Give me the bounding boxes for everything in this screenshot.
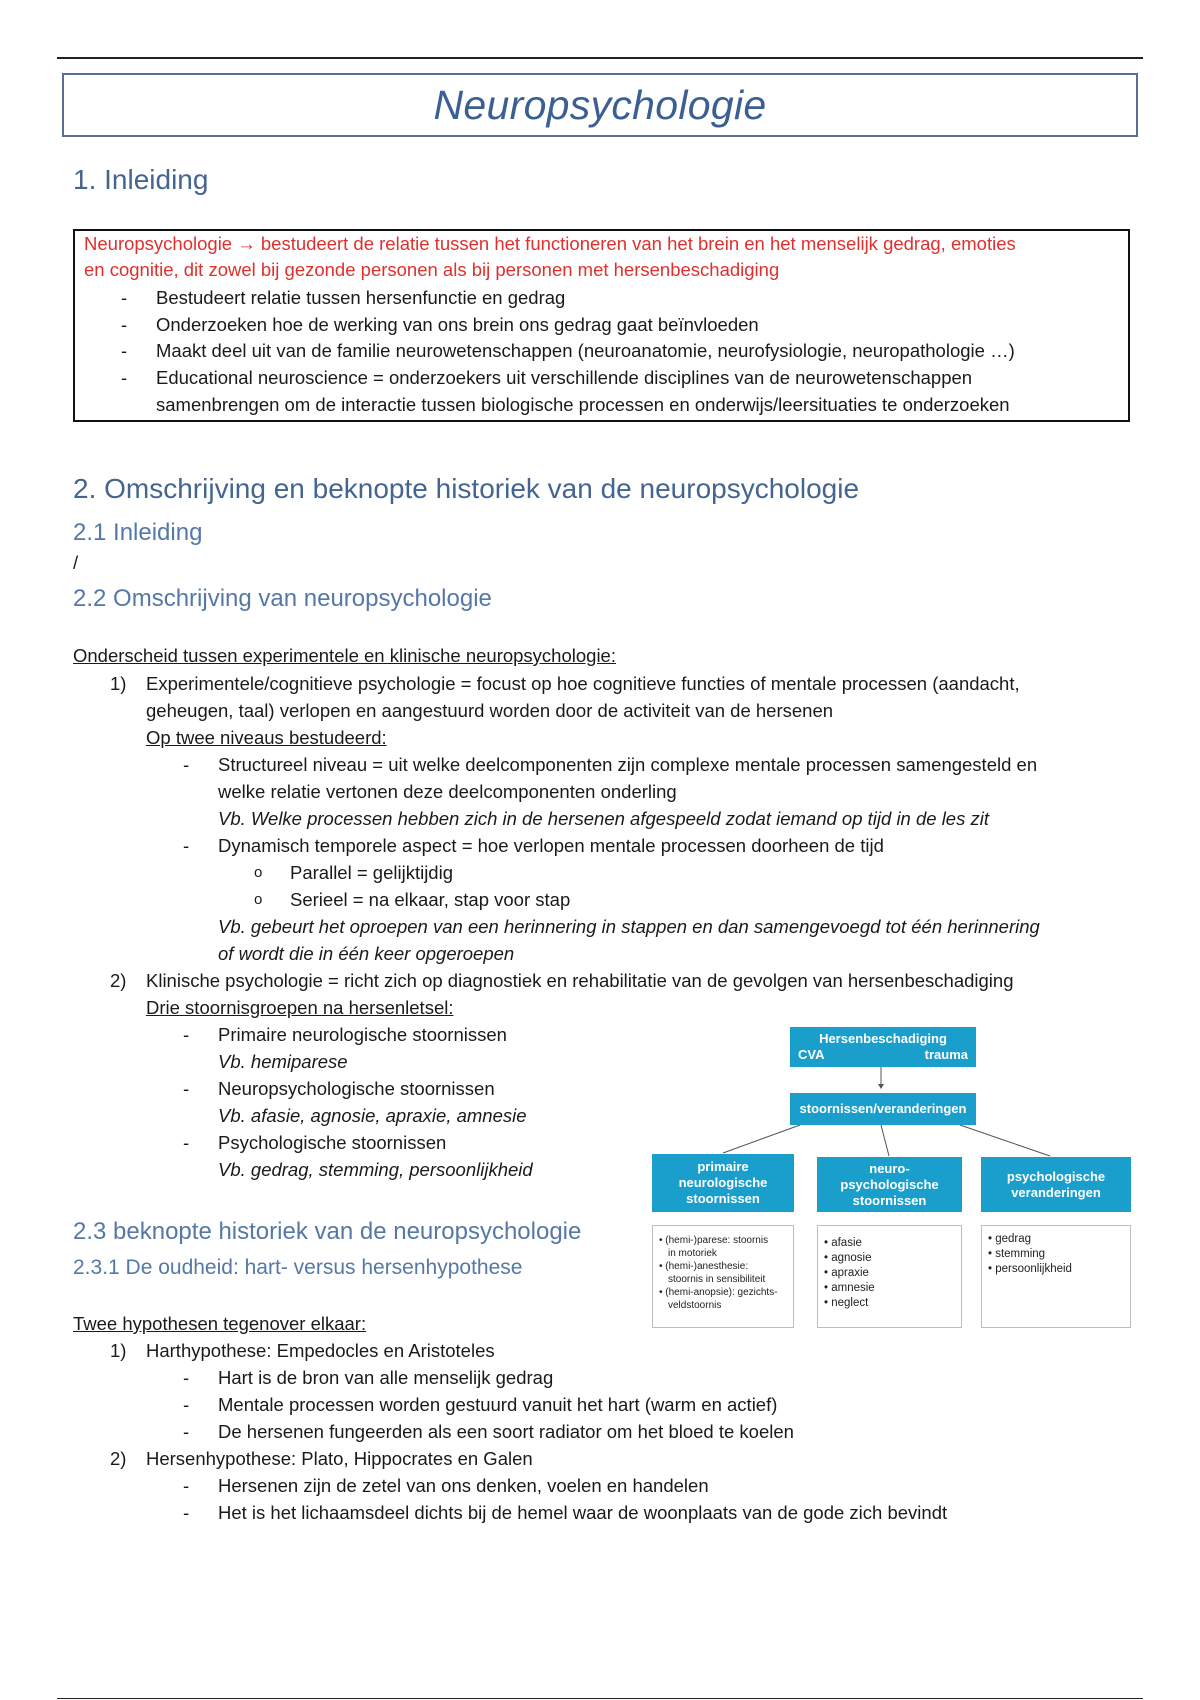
diagram-list-1-line: • (hemi-anopsie): gezichts- <box>659 1287 778 1298</box>
diagram-list-3-line: • stemming <box>988 1248 1046 1260</box>
diagram-list-1-line: veldstoornis <box>668 1300 722 1311</box>
group-2-example: Vb. afasie, agnosie, apraxie, amnesie <box>218 1105 527 1126</box>
parallel-item: Parallel = gelijktijdig <box>290 862 453 883</box>
group-1-name: Primaire neurologische stoornissen <box>218 1024 507 1045</box>
intro-bullet-2: Onderzoeken hoe de werking van ons brein ons gedrag gaat beïnvloeden <box>156 314 759 335</box>
item-number: 1) <box>110 673 127 694</box>
section-2-1-body: / <box>73 552 79 573</box>
dash-marker: - <box>121 367 128 388</box>
diagram-middle-box: stoornissen/veranderingen <box>790 1093 976 1125</box>
diagram-list-1-line: stoornis in sensibiliteit <box>668 1274 766 1285</box>
two-levels-label: Op twee niveaus bestudeerd: <box>146 727 387 748</box>
dash-marker: - <box>183 1132 190 1153</box>
heading-inleiding: 1. Inleiding <box>73 164 209 195</box>
diagram-category-3: psychologische veranderingen <box>981 1157 1131 1212</box>
circle-bullet: o <box>254 891 263 908</box>
dynamic-line: Dynamisch temporele aspect = hoe verlopen mentale processen doorheen de tijd <box>218 835 884 856</box>
intro-bullet-4: Educational neuroscience = onderzoekers uit verschillende disciplines van de neurowetenschappen <box>156 367 973 388</box>
dynamic-example-line-2: of wordt die in één keer opgeroepen <box>218 943 515 964</box>
heart-hypothesis-title: Harthypothese: Empedocles en Aristoteles <box>146 1340 495 1361</box>
group-3-example: Vb. gedrag, stemming, persoonlijkheid <box>218 1159 533 1180</box>
diagram-list-1 <box>652 1225 794 1328</box>
structural-line-2: welke relatie vertonen deze deelcomponenten onderling <box>218 781 677 802</box>
bottom-rule <box>57 1698 1143 1699</box>
dash-marker: - <box>183 1421 190 1442</box>
intro-bullet-3: Maakt deel uit van de familie neurowetenschappen (neuroanatomie, neurofysiologie, neuropathologie …) <box>156 340 1015 361</box>
heading-2-3: 2.3 beknopte historiek van de neuropsychologie <box>73 1218 582 1245</box>
heading-2-3-1: 2.3.1 De oudheid: hart- versus hersenhypothese <box>73 1256 523 1279</box>
brain-bullet-2: Het is het lichaamsdeel dichts bij de hemel waar de woonplaats van de gode zich bevindt <box>218 1502 948 1523</box>
dash-marker: - <box>121 314 128 335</box>
dash-marker: - <box>121 340 128 361</box>
diagram-category-2: neuro-psychologische stoornissen <box>817 1157 962 1212</box>
structural-line-1: Structureel niveau = uit welke deelcomponenten zijn complexe mentale processen samengesteld en <box>218 754 1038 775</box>
experimental-line-2: geheugen, taal) verlopen en aangestuurd worden door de activiteit van de hersenen <box>146 700 834 721</box>
dash-marker: - <box>183 1024 190 1045</box>
title-box <box>62 73 1138 137</box>
diagram-list-2-line: • afasie <box>824 1237 862 1249</box>
item-number: 2) <box>110 970 127 991</box>
heading-2-2: 2.2 Omschrijving van neuropsychologie <box>73 585 492 612</box>
diagram-list-3-line: • gedrag <box>988 1233 1032 1245</box>
diagram-list-2 <box>817 1225 962 1328</box>
diagram-top-right: trauma <box>924 1047 968 1062</box>
distinction-label: Onderscheid tussen experimentele en klinische neuropsychologie: <box>73 645 616 666</box>
diagram-list-2-line: • agnosie <box>824 1252 872 1264</box>
experimental-line-1: Experimentele/cognitieve psychologie = focust op hoe cognitieve functies of mentale processen (aandacht, <box>146 673 1020 694</box>
heading-omschrijving-historiek: 2. Omschrijving en beknopte historiek van de neuropsychologie <box>73 473 860 504</box>
dash-marker: - <box>183 1502 190 1523</box>
dynamic-example-line-1: Vb. gebeurt het oproepen van een herinnering in stappen en dan samengevoegd tot één herinnering <box>218 916 1040 937</box>
dash-marker: - <box>183 1394 190 1415</box>
heading-2-1: 2.1 Inleiding <box>73 519 203 546</box>
group-3-name: Psychologische stoornissen <box>218 1132 447 1153</box>
brain-bullet-1: Hersenen zijn de zetel van ons denken, voelen en handelen <box>218 1475 709 1496</box>
circle-bullet: o <box>254 864 263 881</box>
group-2-name: Neuropsychologische stoornissen <box>218 1078 495 1099</box>
dash-marker: - <box>183 835 190 856</box>
hypotheses-label: Twee hypothesen tegenover elkaar: <box>73 1313 367 1334</box>
page-title: Neuropsychologie <box>433 81 767 128</box>
diagram-list-1-line: • (hemi-)anesthesie: <box>659 1261 749 1272</box>
clinical-line: Klinische psychologie = richt zich op diagnostiek en rehabilitatie van de gevolgen van hersenbeschadiging <box>146 970 1014 991</box>
dash-marker: - <box>183 1475 190 1496</box>
diagram-list-2-line: • apraxie <box>824 1267 869 1279</box>
item-number: 1) <box>110 1340 127 1361</box>
intro-bullet-4-continued: samenbrengen om de interactie tussen biologische processen en onderwijs/leersituaties te onderzoeken <box>156 394 1010 415</box>
diagram-top-left: CVA <box>798 1047 825 1062</box>
definition-line-1: Neuropsychologie → bestudeert de relatie tussen het functioneren van het brein en het menselijk gedrag, emoties <box>84 233 1016 254</box>
dash-marker: - <box>183 1078 190 1099</box>
definition-line-2: en cognitie, dit zowel bij gezonde personen als bij personen met hersenbeschadiging <box>84 259 780 280</box>
intro-bullet-1: Bestudeert relatie tussen hersenfunctie en gedrag <box>156 287 566 308</box>
diagram-top-title: Hersenbeschadiging <box>819 1031 947 1046</box>
dash-marker: - <box>121 287 128 308</box>
heart-bullet-2: Mentale processen worden gestuurd vanuit het hart (warm en actief) <box>218 1394 778 1415</box>
diagram-list-1-line: in motoriek <box>668 1248 717 1259</box>
dash-marker: - <box>183 1367 190 1388</box>
diagram-top-box <box>790 1027 976 1067</box>
heart-bullet-1: Hart is de bron van alle menselijk gedrag <box>218 1367 554 1388</box>
group-1-example: Vb. hemiparese <box>218 1051 348 1072</box>
top-rule <box>57 57 1143 59</box>
heart-bullet-3: De hersenen fungeerden als een soort radiator om het bloed te koelen <box>218 1421 794 1442</box>
serial-item: Serieel = na elkaar, stap voor stap <box>290 889 571 910</box>
diagram-category-1: primaire neurologische stoornissen <box>652 1154 794 1212</box>
diagram-list-2-line: • amnesie <box>824 1282 875 1294</box>
diagram-list-3-line: • persoonlijkheid <box>988 1263 1072 1275</box>
three-groups-label: Drie stoornisgroepen na hersenletsel: <box>146 997 454 1018</box>
diagram-list-1-line: • (hemi-)parese: stoornis <box>659 1235 769 1246</box>
brain-hypothesis-title: Hersenhypothese: Plato, Hippocrates en Galen <box>146 1448 533 1469</box>
dash-marker: - <box>183 754 190 775</box>
diagram-list-2-line: • neglect <box>824 1297 869 1309</box>
diagram-list-3 <box>981 1225 1131 1328</box>
item-number: 2) <box>110 1448 127 1469</box>
structural-example: Vb. Welke processen hebben zich in de hersenen afgespeeld zodat iemand op tijd in de les zit <box>218 808 989 829</box>
